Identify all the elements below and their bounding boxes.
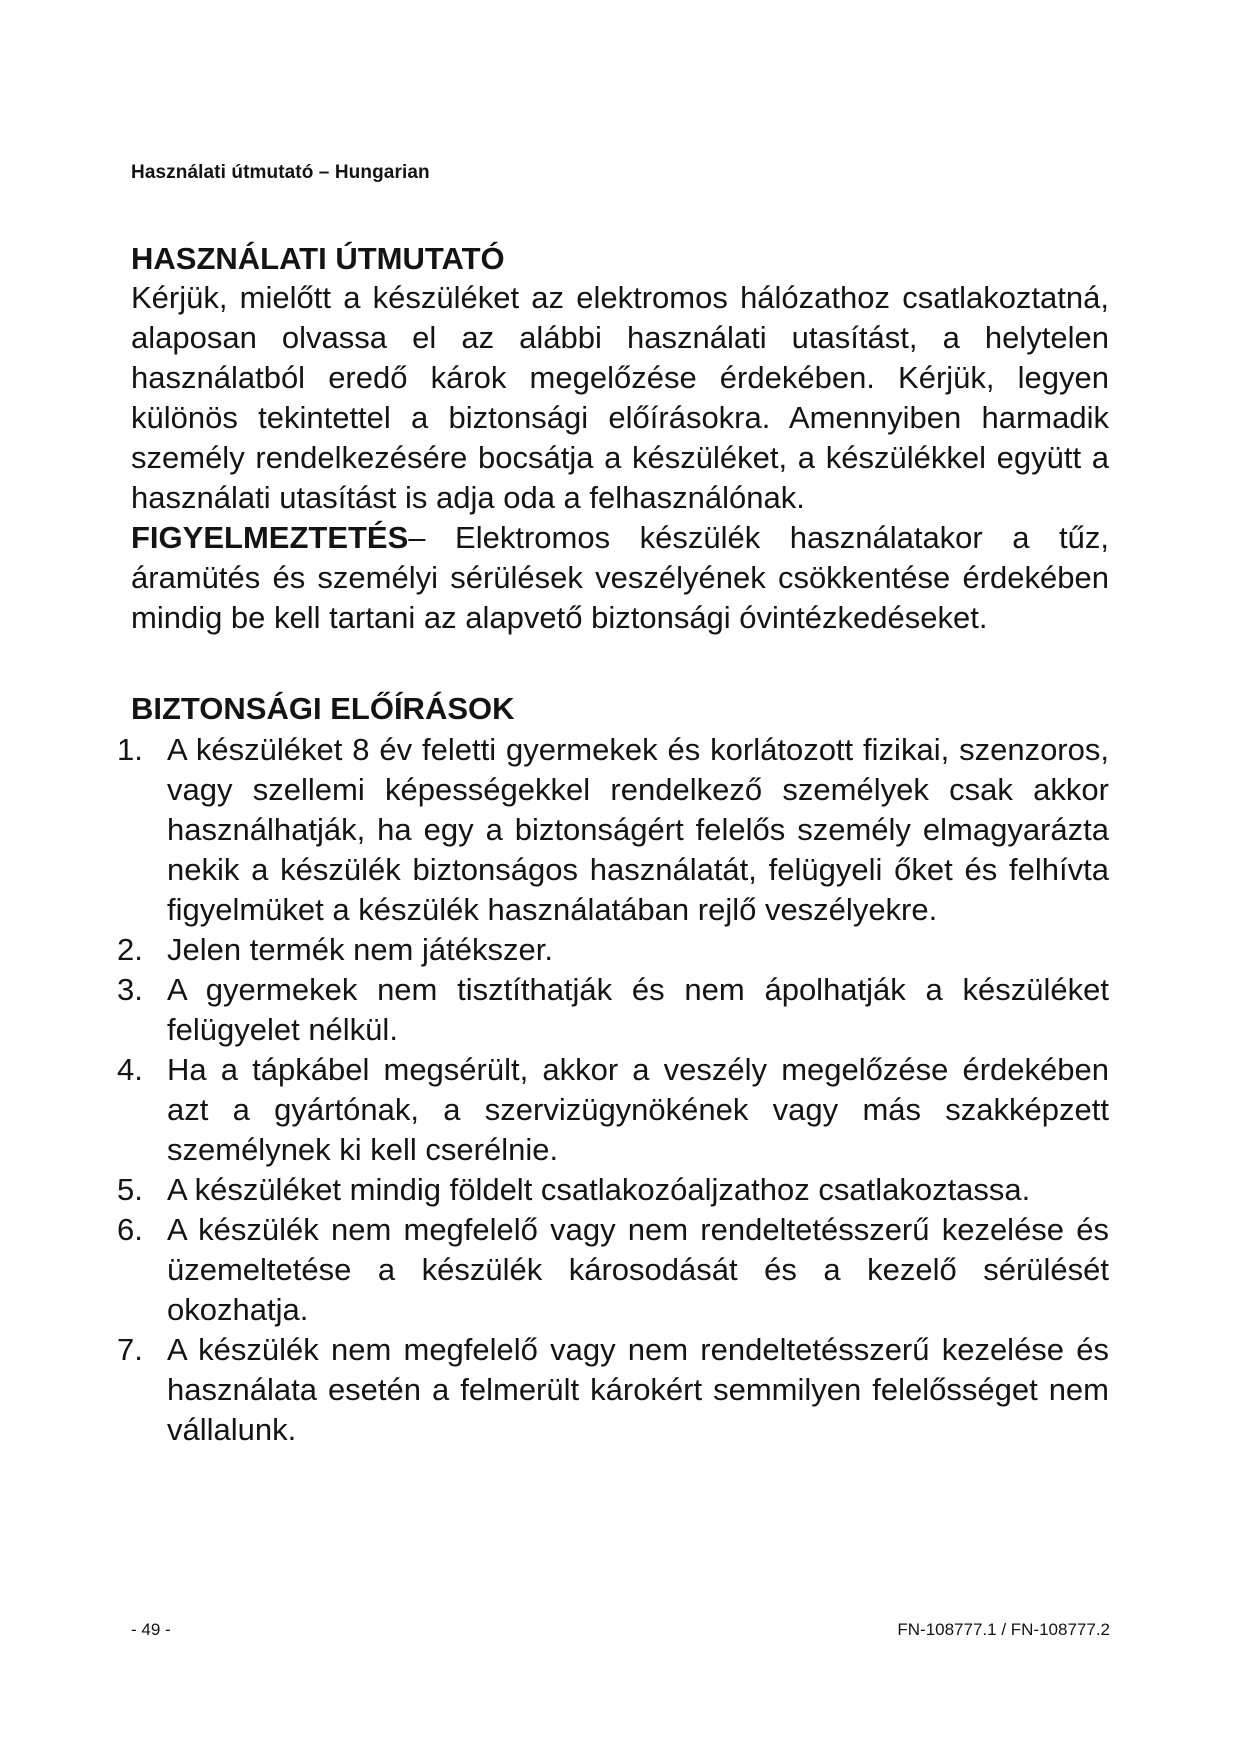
warning-text: – Elektromos készülék használatakor a tűz, áramütés és személyi sérülések veszélyének csökkentése érdekében mindig be kell tartani az alapvető biztonsági óvintézkedéseket. xyxy=(131,520,1109,635)
model-number: FN-108777.1 / FN-108777.2 xyxy=(897,1620,1110,1639)
list-item-text: A készülék nem megfelelő vagy nem rendeltetésszerű kezelése és használata esetén a felmerült károkért semmilyen felelősséget nem vállalunk. xyxy=(167,1332,1109,1447)
list-item xyxy=(117,970,1109,1050)
list-item-text: Ha a tápkábel megsérült, akkor a veszély megelőzése érdekében azt a gyártónak, a szervizügynökének vagy más szakképzett személynek ki kell cserélnie. xyxy=(167,1052,1109,1167)
page-number: - 49 - xyxy=(131,1620,171,1639)
running-header: Használati útmutató – Hungarian xyxy=(131,162,430,183)
list-item-text: A gyermekek nem tisztíthatják és nem ápolhatják a készüléket felügyelet nélkül. xyxy=(167,972,1109,1047)
list-item-number: 6. xyxy=(117,1212,143,1247)
list-item xyxy=(117,1210,1109,1330)
list-item-text: A készüléket mindig földelt csatlakozóaljzathoz csatlakoztassa. xyxy=(167,1172,1031,1207)
list-item-text: Jelen termék nem játékszer. xyxy=(167,932,553,967)
list-item xyxy=(117,1170,1109,1210)
warning-paragraph xyxy=(131,518,1109,638)
page-content xyxy=(117,240,1109,1450)
list-item-text: A készülék nem megfelelő vagy nem rendeltetésszerű kezelése és üzemeltetése a készülék károsodását és a kezelő sérülését okozhatja. xyxy=(167,1212,1109,1327)
safety-rules-list xyxy=(117,730,1109,1450)
warning-label: FIGYELMEZTETÉS xyxy=(131,520,409,555)
list-item xyxy=(117,1050,1109,1170)
list-item xyxy=(117,930,1109,970)
safety-title: BIZTONSÁGI ELŐÍRÁSOK xyxy=(131,691,515,726)
list-item xyxy=(117,730,1109,930)
intro-paragraph: Kérjük, mielőtt a készüléket az elektromos hálózathoz csatlakoztatná, alaposan olvassa el az alábbi használati utasítást, a helytelen használatból eredő károk megelőzése érdekében. Kérjük, legyen különös tekintettel a biztonsági előírásokra. Amennyiben harmadik személy rendelkezésére bocsátja a készüléket, a készülékkel együtt a használati utasítást is adja oda a felhasználónak. xyxy=(131,280,1109,515)
list-item-number: 2. xyxy=(117,932,143,967)
list-item-number: 1. xyxy=(117,732,143,767)
list-item-number: 7. xyxy=(117,1332,143,1367)
list-item-number: 3. xyxy=(117,972,143,1007)
list-item-number: 5. xyxy=(117,1172,143,1207)
section-gap xyxy=(131,638,1109,690)
intro-title: HASZNÁLATI ÚTMUTATÓ xyxy=(131,241,505,276)
list-item-number: 4. xyxy=(117,1052,143,1087)
list-item-text: A készüléket 8 év feletti gyermekek és korlátozott fizikai, szenzoros, vagy szellemi képességekkel rendelkező személyek csak akkor használhatják, ha egy a biztonságért felelős személy elmagyarázta nekik a készülék biztonságos használatát, felügyeli őket és felhívta figyelmüket a készülék használatában rejlő veszélyekre. xyxy=(167,732,1109,927)
list-item xyxy=(117,1330,1109,1450)
